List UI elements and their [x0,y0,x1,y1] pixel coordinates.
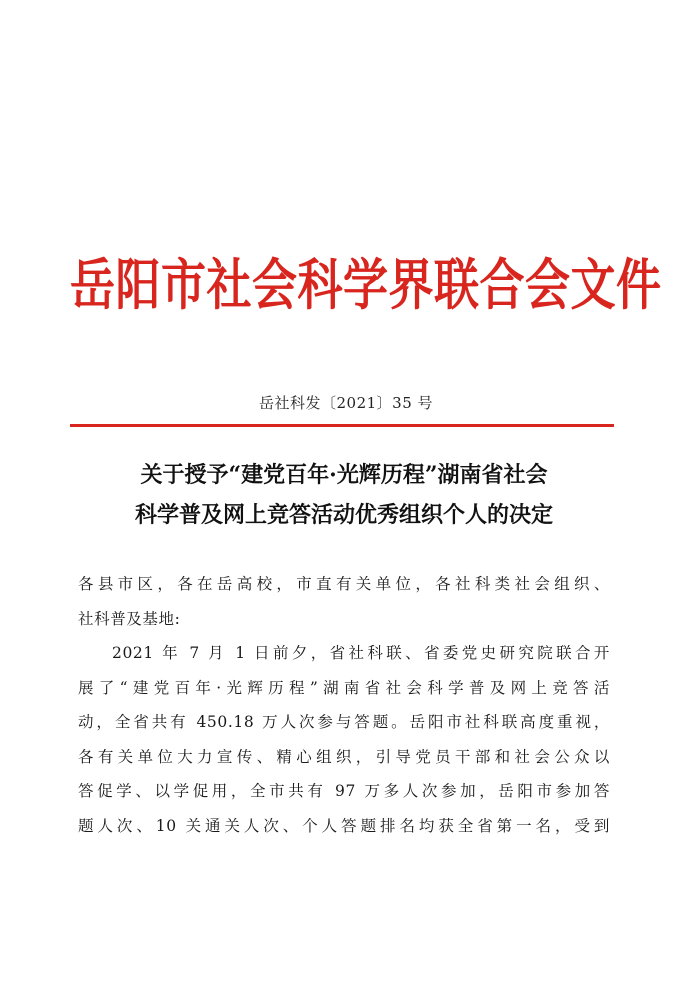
body-line-1: 各县市区，各在岳高校，市直有关单位，各社科类社会组织、 [78,575,610,593]
heading-line-2: 科学普及网上竞答活动优秀组织个人的决定 [134,502,553,528]
document-number: 岳社科发〔2021〕35 号 [258,394,434,412]
body-line-6: 各有关单位大力宣传、精心组织，引导党员干部和社会公众以 [78,747,610,766]
document-body [78,567,610,843]
body-line-7: 答促学、以学促用，全市共有 97 万多人次参加，岳阳市参加答 [78,782,610,800]
body-line-5: 动，全省共有 450.18 万人次参与答题。岳阳市社科联高度重视， [78,713,610,731]
body-line-3: 2021 年 7 月 1 日前夕，省社科联、省委党史研究院联合开 [112,644,610,662]
red-divider-line [70,424,614,427]
document-heading [60,455,628,535]
document-header-title: 岳阳市社会科学界联合会文件 [70,252,662,318]
body-line-2: 社科普及基地: [78,609,181,628]
body-line-8: 题人次、10 关通关人次、个人答题排名均获全省第一名，受到 [78,816,610,835]
heading-line-1: 关于授予“建党百年·光辉历程”湖南省社会 [140,462,548,488]
body-line-4: 展了“建党百年·光辉历程”湖南省社会科学普及网上竞答活 [78,678,610,697]
